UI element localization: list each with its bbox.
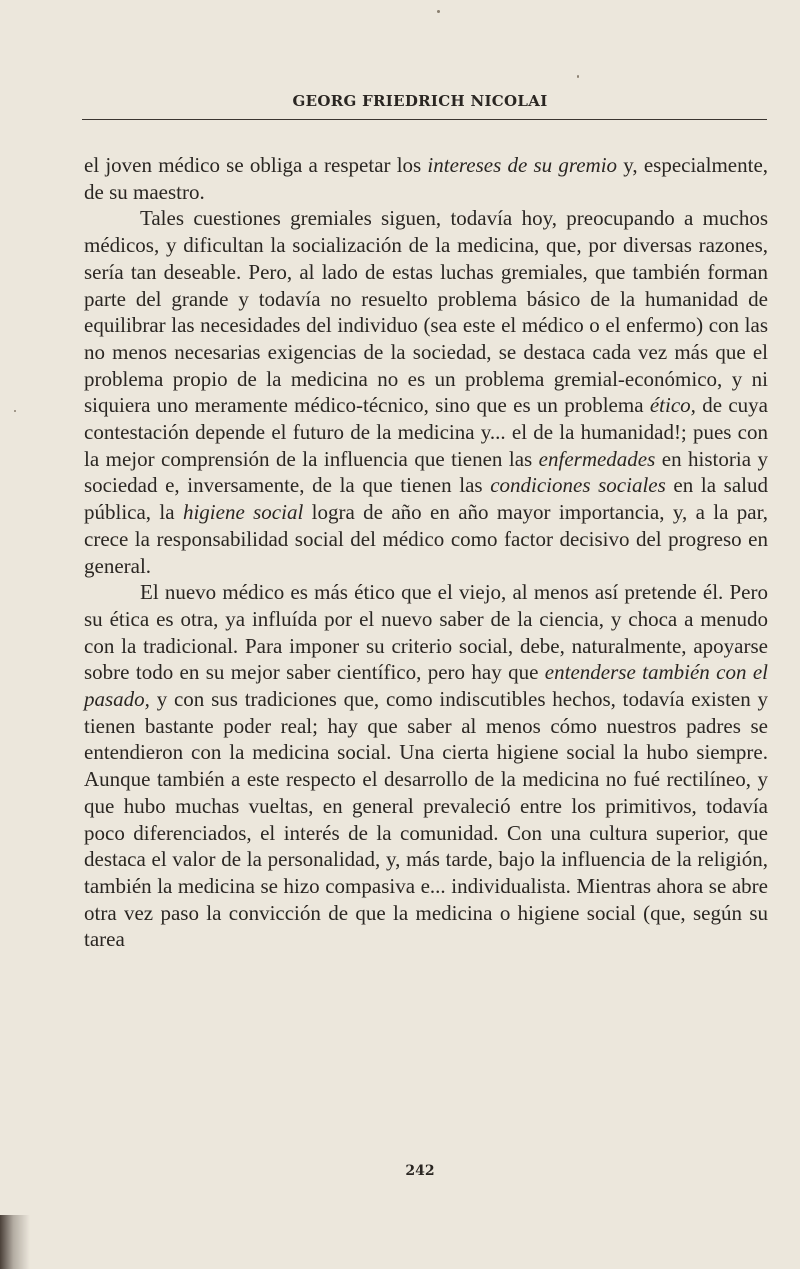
text-run: en la salud pública, la — [84, 473, 768, 525]
text-run: el joven médico se obliga a respetar los — [84, 153, 428, 177]
running-head: GEORG FRIEDRICH NICOLAI — [292, 92, 548, 110]
emphasized-text: condiciones sociales — [490, 473, 666, 498]
emphasized-text: ético, — [649, 393, 696, 418]
text-run: y con sus tradiciones que, como indiscutibles hechos, todavía existen y tienen bastante poder real; hay que saber al menos cómo nuestros padres se entendieron con la medicina social. Una cierta higiene social la hubo siempre. Aunque también a este respecto el desarrollo de la medicina no fué rectilíneo, y que hubo muchas vueltas, en general prevaleció entre los primitivos, todavía poco diferenciados, el interés de la comunidad. Con una cultura superior, que destaca el valor de la personalidad, y, más tarde, bajo la influencia de la religión, también la medicina se hizo compasiva e... individualista. Mientras ahora se abre otra vez paso la convicción de que la medicina o higiene social (que, según su tarea — [84, 687, 768, 952]
emphasized-text: intereses de su gremio — [427, 153, 618, 177]
body-text — [84, 152, 768, 953]
paper-speck — [577, 75, 579, 78]
paper-speck — [14, 410, 16, 412]
emphasized-text: entenderse también con el pasado, — [84, 660, 768, 712]
paper-speck — [437, 10, 440, 13]
paragraph — [84, 205, 768, 579]
text-run: El nuevo médico es más ético que el viejo, al menos así pretende él. Pero su ética es otra, ya influída por el nuevo saber de la ciencia, y choca a menudo con la tradicional. Para imponer su criterio social, debe, naturalmente, apoyarse sobre todo en su mejor saber científico, pero hay que — [84, 580, 768, 685]
paragraph — [84, 152, 768, 205]
text-run: y, especialmente, de su maestro. — [84, 153, 769, 204]
emphasized-text: enfermedades — [538, 446, 656, 471]
page-edge-shadow — [0, 1215, 30, 1269]
text-run: de cuya contestación depende el futuro de la medicina y... el de la humanidad!; pues con la mejor comprensión de la influencia que tienen las — [84, 393, 768, 471]
text-run: en historia y sociedad e, inversamente, de la que tienen las — [84, 446, 769, 498]
text-run: Tales cuestiones gremiales siguen, todavía hoy, preocupando a muchos médicos, y dificultan la socialización de la medicina, que, por diversas razones, sería tan deseable. Pero, al lado de estas luchas gremiales, que también forman parte del grande y todavía no resuelto problema básico de la humanidad de equilibrar las necesidades del individuo (sea este el médico o el enfermo) con las no menos necesarias exigencias de la sociedad, se destaca cada vez más que el problema propio de la medicina no es un problema gremial-económico, y ni siquiera uno meramente médico-técnico, sino que es un problema — [84, 206, 768, 418]
emphasized-text: higiene social — [182, 500, 304, 525]
text-run: logra de año en año mayor importancia, y, a la par, crece la responsabilidad social del médico como factor decisivo del progreso en general. — [84, 500, 768, 578]
header-rule — [82, 119, 767, 120]
page-number: 242 — [405, 1163, 435, 1179]
paragraph — [84, 579, 768, 953]
